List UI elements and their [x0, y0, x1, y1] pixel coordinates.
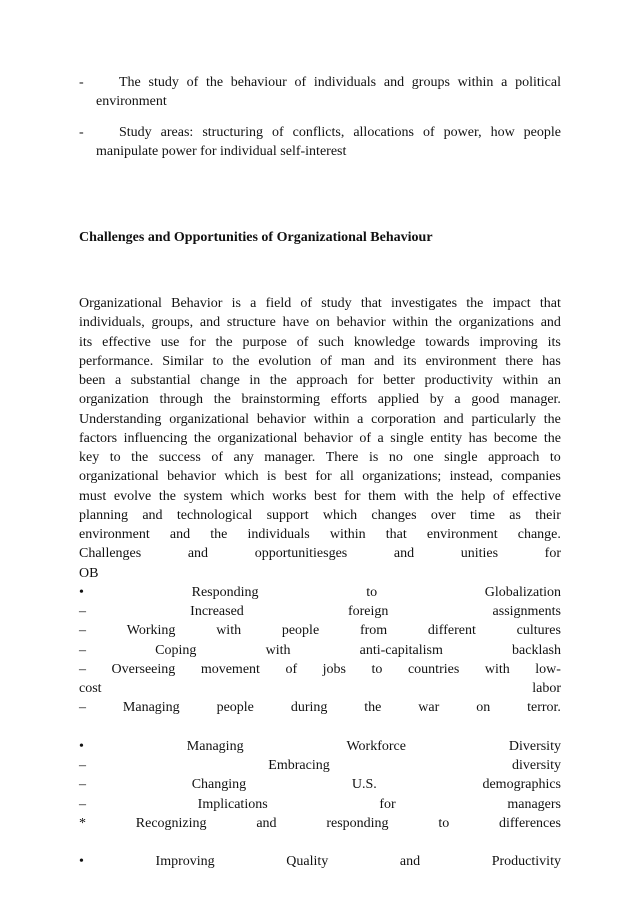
paragraph-line: must evolve the system which works best for them with the help of effective — [79, 488, 561, 504]
list-line: – Changing U.S. demographics — [79, 777, 561, 793]
list-line: * Recognizing and responding to differences — [79, 815, 561, 831]
list-line: – Coping with anti-capitalism backlash — [79, 642, 561, 658]
list-line: – Increased foreign assignments — [79, 604, 561, 619]
paragraph-line: Organizational Behavior is a field of study that investigates the impact that — [79, 296, 561, 311]
paragraph-line: factors influencing the organizational behavior of a single entity has become the — [79, 430, 561, 446]
list-line: • Managing Workforce Diversity — [79, 738, 561, 754]
paragraph-line: individuals, groups, and structure have on behavior within the organizations and — [79, 315, 561, 331]
bullet-continuation: manipulate power for individual self-interest — [96, 144, 347, 159]
intro-bullet — [79, 123, 561, 161]
paragraph-line: environment and the individuals within that environment change. — [79, 527, 561, 542]
list-line: – Managing people during the war on terror. — [79, 700, 561, 716]
section-heading: Challenges and Opportunities of Organizational Behaviour — [79, 230, 433, 245]
body-text — [79, 294, 561, 872]
paragraph-line: key to the success of any manager. There is no one single approach to — [79, 450, 561, 465]
bullet-text: Study areas: structuring of conflicts, allocations of power, how people — [119, 125, 561, 140]
paragraph-line: organizational behavior which is best for all organizations; instead, companies — [79, 469, 561, 485]
list-line: • Responding to Globalization — [79, 584, 561, 600]
paragraph-line: performance. Similar to the evolution of man and its environment there has — [79, 353, 561, 369]
bullet-dash: - — [79, 125, 84, 140]
paragraph-line: Challenges and opportunitiesges and unities for — [79, 546, 561, 562]
list-line: cost labor — [79, 681, 561, 696]
list-line: – Working with people from different cultures — [79, 623, 561, 639]
paragraph-line: been a substantial change in the approach for better productivity within an — [79, 373, 561, 388]
bullet-continuation: environment — [96, 94, 167, 109]
paragraph-line: Understanding organizational behavior within a corporation and particularly the — [79, 411, 561, 427]
list-line: • Improving Quality and Productivity — [79, 854, 561, 870]
blank-line — [79, 833, 561, 852]
blank-line — [79, 718, 561, 737]
bullet-text: The study of the behaviour of individuals and groups within a political — [119, 75, 561, 90]
intro-bullet — [79, 73, 561, 111]
list-line: OB — [79, 565, 99, 581]
paragraph-line: planning and technological support which changes over time as their — [79, 507, 561, 523]
paragraph-line: its effective use for the purpose of such knowledge towards improving its — [79, 334, 561, 350]
bullet-dash: - — [79, 75, 84, 90]
paragraph-line: organization through the brainstorming efforts applied by a good manager. — [79, 392, 561, 408]
list-line: – Embracing diversity — [79, 758, 561, 773]
list-line: – Overseeing movement of jobs to countries with low- — [79, 661, 561, 677]
list-line: – Implications for managers — [79, 796, 561, 812]
